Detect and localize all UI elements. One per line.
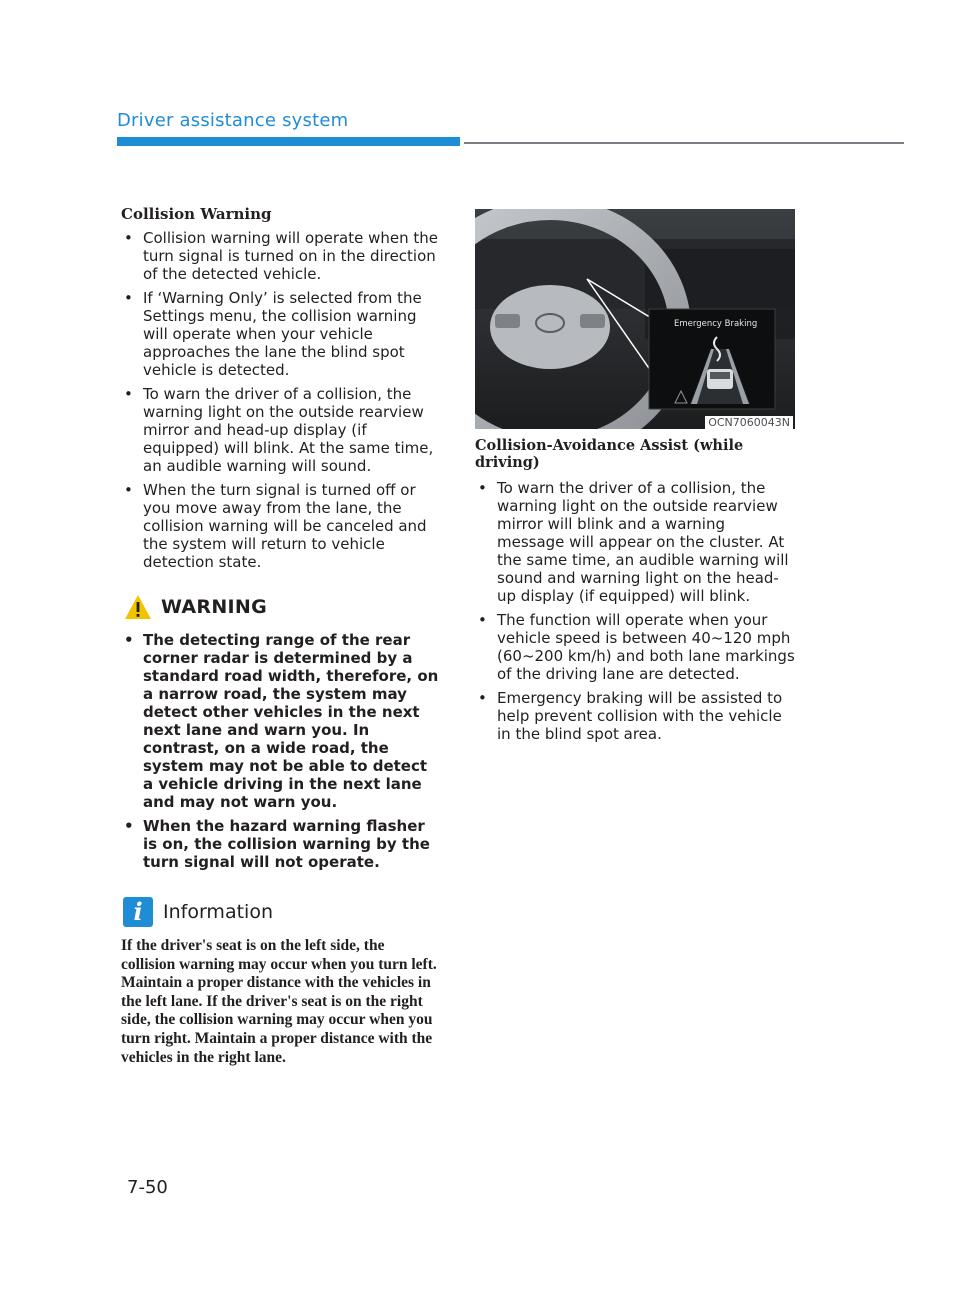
right-column xyxy=(475,209,797,749)
info-icon: i xyxy=(123,897,153,927)
list-item: • When the turn signal is turned off or you move away from the lane, the collision warning will be canceled and the system will return to vehicle detection state. xyxy=(121,481,441,571)
information-header xyxy=(123,897,441,927)
information-title: Information xyxy=(163,901,273,923)
list-item: • Collision warning will operate when the turn signal is turned on in the direction of the detected vehicle. xyxy=(121,229,441,283)
header-blue-rule xyxy=(117,137,460,146)
warning-title: WARNING xyxy=(161,596,268,618)
figure-code: OCN7060043N xyxy=(705,416,793,429)
information-body: If the driver's seat is on the left side, the collision warning may occur when you turn left. Maintain a proper distance with the vehicles in the left lane. If the driver's seat is on the right side, the collision warning may occur when you turn right. Maintain a proper distance with the vehicles in the right lane. xyxy=(121,937,437,1066)
warning-list xyxy=(121,631,441,871)
list-item: • If ‘Warning Only’ is selected from the Settings menu, the collision warning will operate when your vehicle approaches the lane the blind spot vehicle is detected. xyxy=(121,289,441,379)
list-item: • The function will operate when your vehicle speed is between 40~120 mph (60~200 km/h) and both lane markings of the driving lane are detected. xyxy=(475,611,797,683)
collision-warning-list xyxy=(121,229,441,571)
cluster-message-text: Emergency Braking xyxy=(674,319,758,329)
warning-header xyxy=(123,593,441,621)
list-item: • When the hazard warning flasher is on, the collision warning by the turn signal will not operate. xyxy=(121,817,441,871)
left-column xyxy=(121,205,441,1067)
dashboard-figure xyxy=(475,209,795,429)
list-item: • To warn the driver of a collision, the warning light on the outside rearview mirror and head-up display (if equipped) will blink. At the same time, an audible warning will sound. xyxy=(121,385,441,475)
warning-triangle-icon xyxy=(123,593,153,621)
section-header-title: Driver assistance system xyxy=(117,110,349,131)
figure-caption: Collision-Avoidance Assist (while driving) xyxy=(475,437,744,471)
collision-warning-subhead: Collision Warning xyxy=(121,205,272,223)
list-item: • To warn the driver of a collision, the warning light on the outside rearview mirror will blink and a warning message will appear on the cluster. At the same time, an audible warning will sound and warning light on the head-up display (if equipped) will blink. xyxy=(475,479,797,605)
header-gray-rule xyxy=(464,142,904,144)
page-number: 7-50 xyxy=(127,1177,168,1198)
list-item: • Emergency braking will be assisted to help prevent collision with the vehicle in the blind spot area. xyxy=(475,689,797,743)
list-item: • The detecting range of the rear corner radar is determined by a standard road width, therefore, on a narrow road, the system may detect other vehicles in the next next lane and warn you. In contrast, on a wide road, the system may not be able to detect a vehicle driving in the next lane and may not warn you. xyxy=(121,631,441,811)
collision-avoidance-list xyxy=(475,479,797,743)
